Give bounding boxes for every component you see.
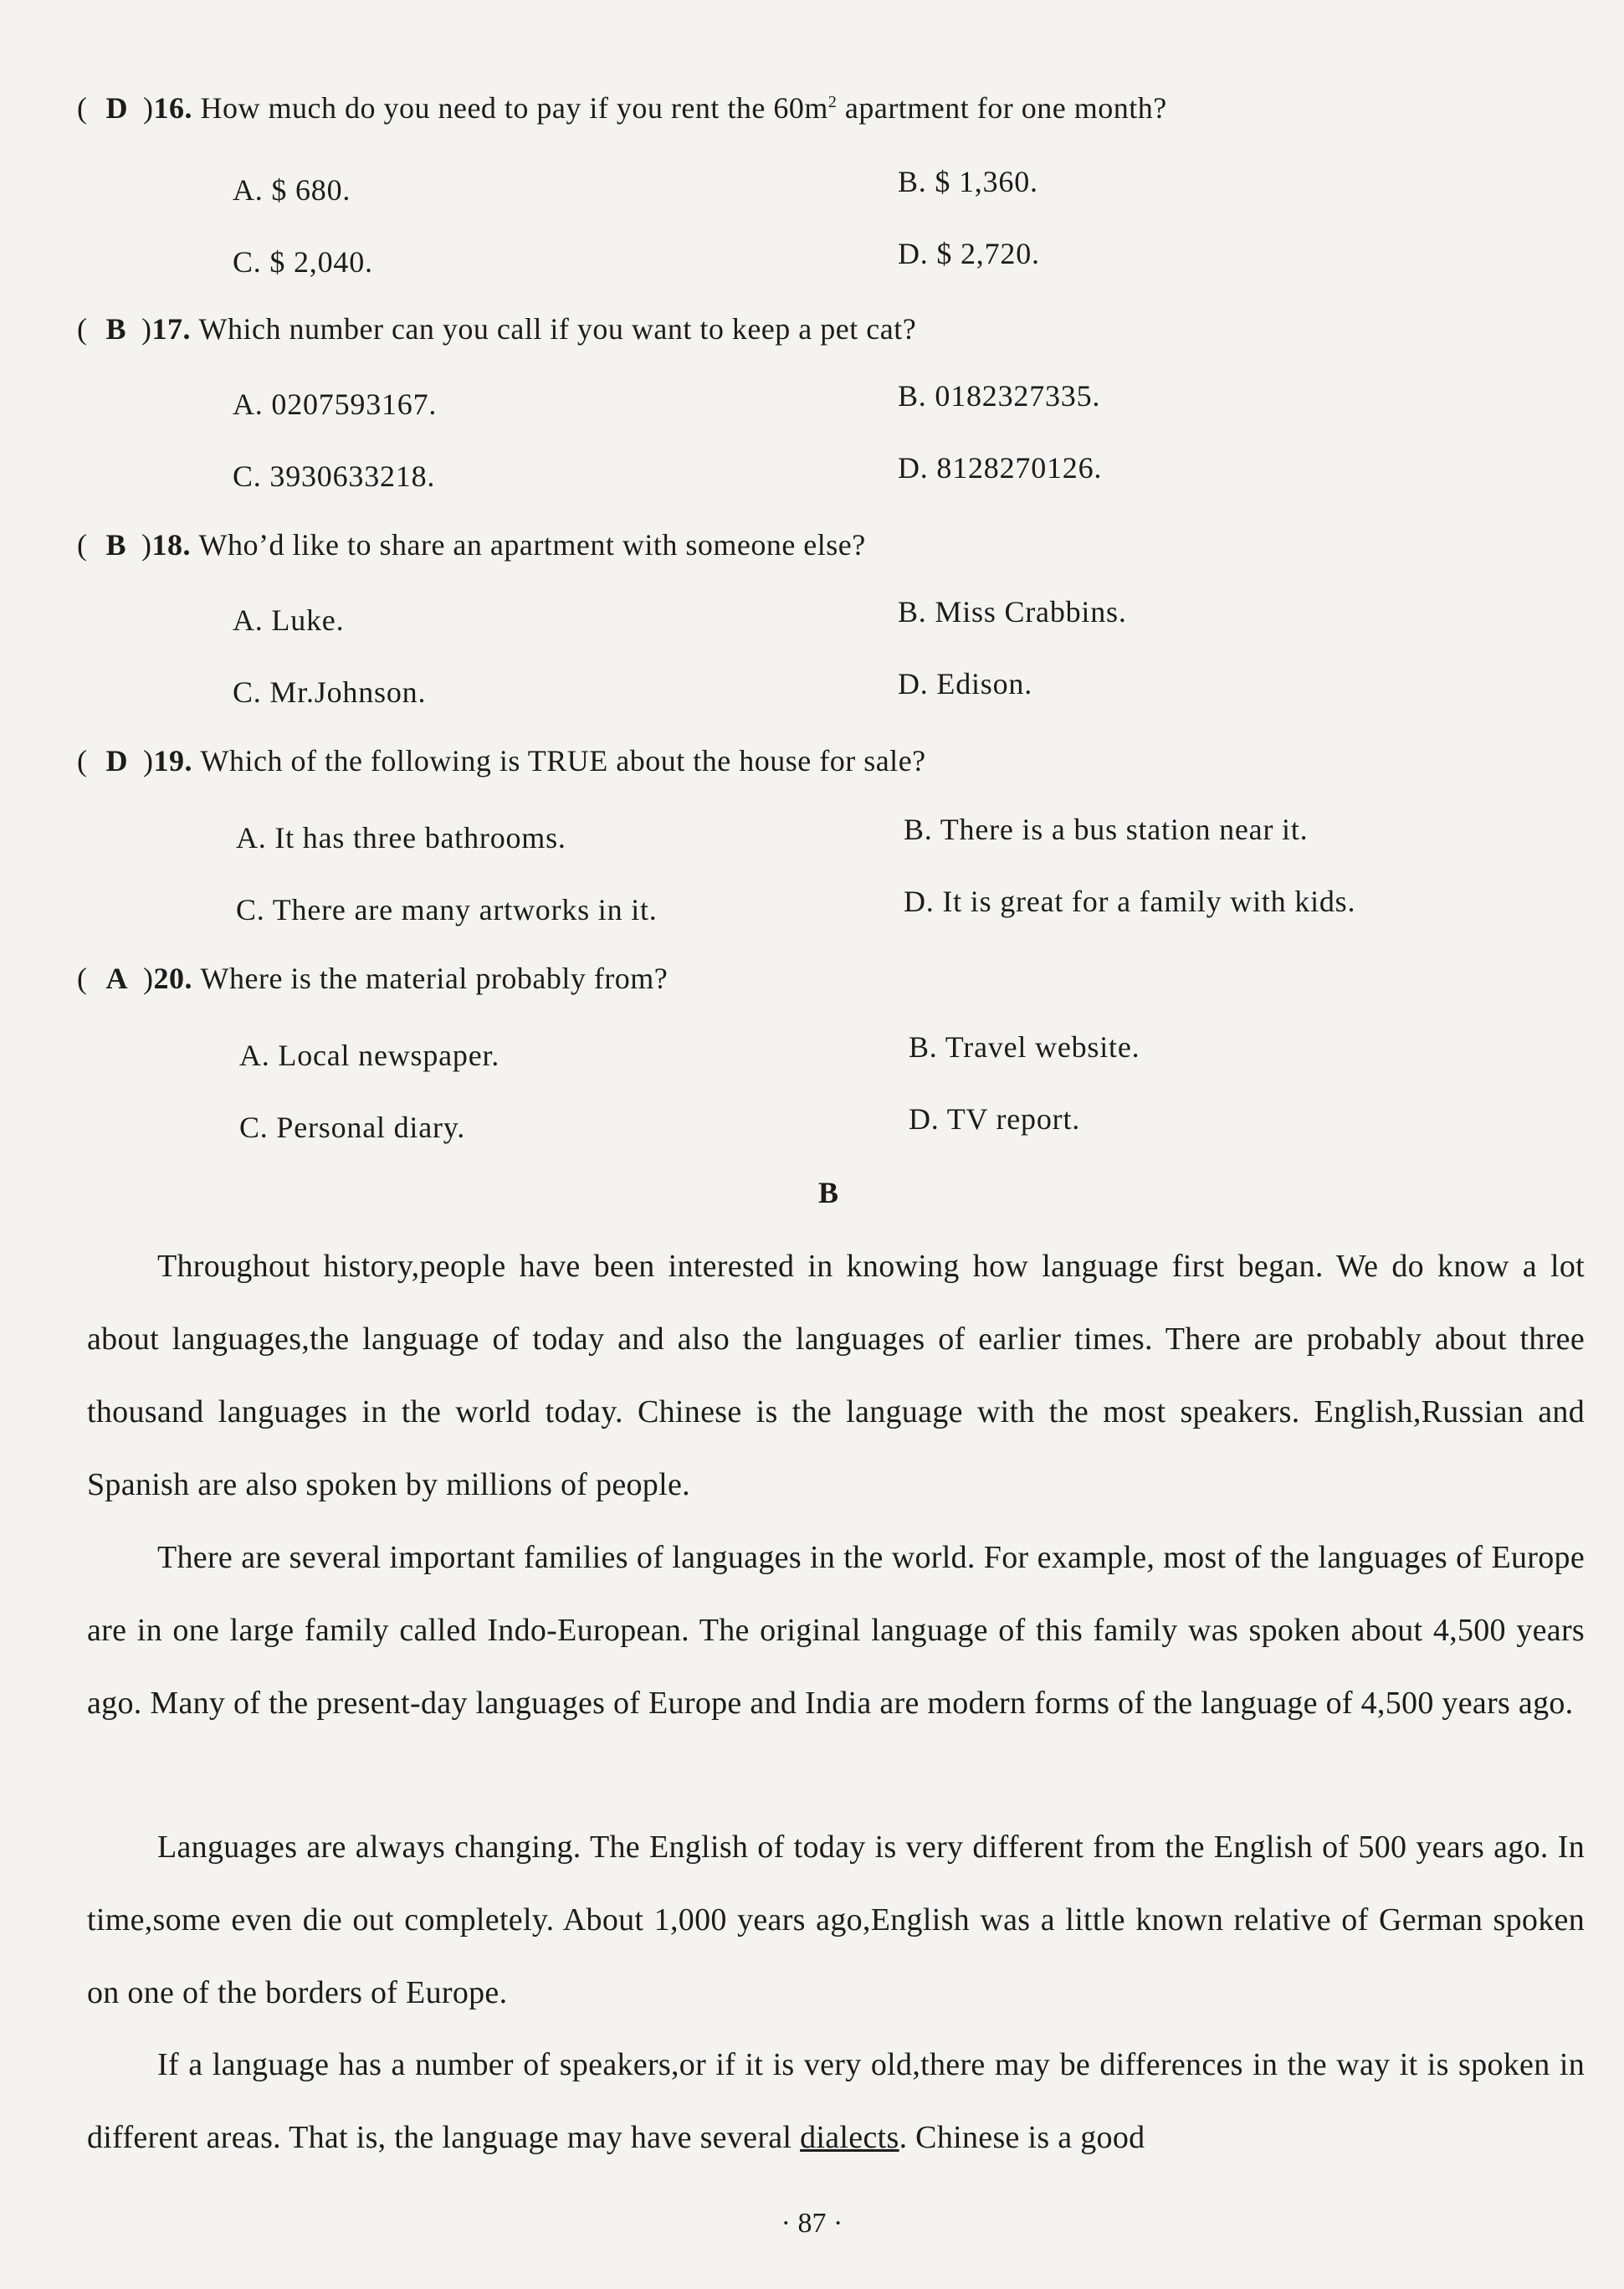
option-19-b: B. There is a bus station near it. [904,813,1309,846]
option-16-d: D. $ 2,720. [898,237,1040,270]
option-18-d: D. Edison. [898,667,1032,701]
option-20-b: B. Travel website. [909,1030,1140,1064]
passage-paragraph-4 [87,2029,1585,2174]
passage-paragraph-1 [87,1230,1585,1522]
answer-letter: B [105,312,127,346]
answer-bracket: ( D ) [77,91,154,125]
option-16-c: C. $ 2,040. [233,245,373,279]
option-17-a: A. 0207593167. [233,387,438,421]
option-17-d: D. 8128270126. [898,451,1103,485]
option-17-c: C. 3930633218. [233,459,436,493]
question-18: ( B )18. Who’d like to share an apartment with someone else? [77,528,866,562]
option-20-c: C. Personal diary. [239,1111,466,1144]
option-19-d: D. It is great for a family with kids. [904,885,1356,918]
option-20-a: A. Local newspaper. [239,1039,500,1072]
question-number: 18 [151,528,183,562]
option-19-a: A. It has three bathrooms. [236,821,566,855]
question-text: Which number can you call if you want to keep a pet cat? [198,312,917,346]
passage-paragraph-3 [87,1811,1585,2030]
question-number: 17 [151,312,183,346]
answer-letter: B [105,528,127,562]
question-text-end: apartment for one month? [837,91,1167,125]
paragraph-text: Throughout history,people have been interested in knowing how language first began. We do know a lot about languages,the language of today and also the languages of earlier times. There are probably about three thousand languages in the world today. Chinese is the language with the most speakers. English,Russian and Spanish are also spoken by millions of people. [87,1249,1585,1502]
question-19: ( D )19. Which of the following is TRUE about the house for sale? [77,744,926,778]
paragraph-text: There are several important families of languages in the world. For example, most of the languages of Europe are in one large family called Indo-European. The original language of this family was spoken about 4,500 years ago. Many of the present-day languages of Europe and India are modern forms of the language of 4,500 years ago. [87,1540,1585,1721]
superscript: 2 [827,93,838,111]
option-17-b: B. 0182327335. [898,379,1101,413]
answer-letter: D [105,744,128,778]
answer-letter: D [105,91,128,125]
section-heading: B [818,1176,839,1209]
option-19-c: C. There are many artworks in it. [236,893,658,926]
underlined-word: dialects [800,2120,899,2155]
question-20: ( A )20. Where is the material probably from? [77,962,669,995]
question-text: Who’d like to share an apartment with someone else? [198,528,866,562]
option-18-c: C. Mr.Johnson. [233,675,427,709]
passage-paragraph-2 [87,1522,1585,1740]
question-text: Where is the material probably from? [200,962,669,995]
question-17: ( B )17. Which number can you call if you want to keep a pet cat? [77,312,917,346]
option-16-a: A. $ 680. [233,173,351,207]
paragraph-text-end: . Chinese is a good [899,2120,1145,2155]
option-18-b: B. Miss Crabbins. [898,595,1127,629]
question-number: 19 [153,744,185,778]
paragraph-text: If a language has a number of speakers,or if it is very old,there may be differences in the way it is spoken in different areas. That is, the language may have several [87,2047,1585,2155]
answer-letter: A [105,962,128,995]
question-text: Which of the following is TRUE about the house for sale? [200,744,926,778]
option-16-b: B. $ 1,360. [898,165,1038,198]
option-20-d: D. TV report. [909,1102,1081,1136]
option-18-a: A. Luke. [233,603,345,637]
question-number: 20 [153,962,185,995]
question-text: How much do you need to pay if you rent the 60m [200,91,828,125]
page-number: · 87 · [781,2208,843,2239]
question-16: ( D )16. How much do you need to pay if you rent the $60m^2$ apartment for one month? [77,91,1167,125]
question-number: 16 [153,91,185,125]
paragraph-text: Languages are always changing. The English of today is very different from the English of 500 years ago. In time,some even die out completely. About 1,000 years ago,English was a little known relative of German spoken on one of the borders of Europe. [87,1830,1585,2010]
